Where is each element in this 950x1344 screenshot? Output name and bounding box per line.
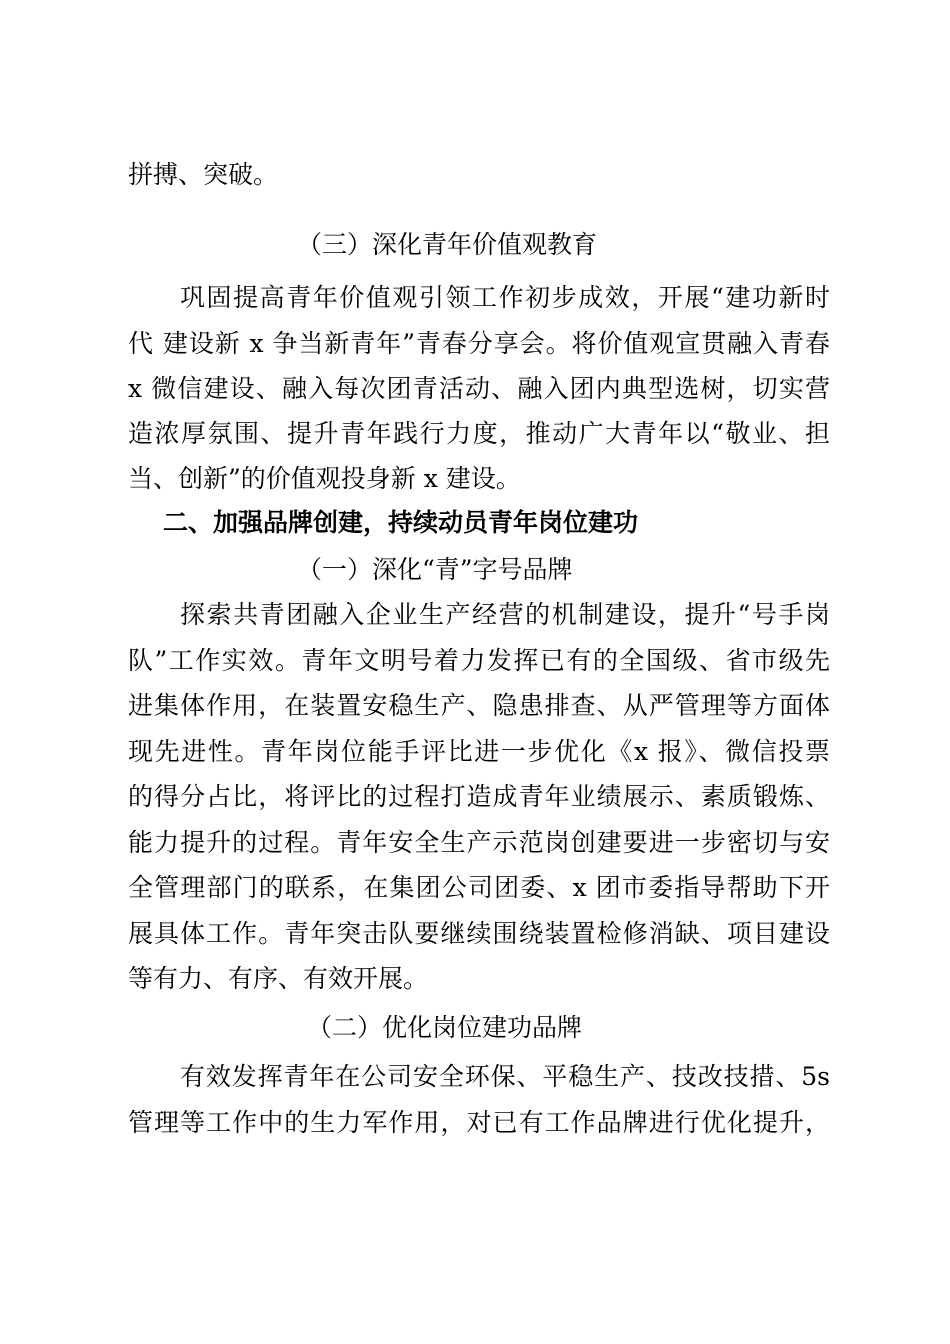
paragraph-line: 拼搏、突破。 — [128, 160, 279, 189]
paragraph-line: 展具体工作。青年突击队要继续围绕装置检修消缺、项目建设 — [128, 919, 830, 948]
subheading-3: （三）深化青年价值观教育 — [297, 230, 598, 259]
paragraph-line: 造浓厚氛围、提升青年践行力度，推动广大青年以“敬业、担 — [128, 419, 830, 448]
paragraph-line: 队”工作实效。青年文明号着力发挥已有的全国级、省市级先 — [128, 646, 830, 675]
paragraph-line: 能力提升的过程。青年安全生产示范岗创建要进一步密切与安 — [128, 828, 830, 857]
paragraph-line: 现先进性。青年岗位能手评比进一步优化《x 报》、微信投票 — [128, 737, 830, 766]
subheading-2: （二）优化岗位建功品牌 — [307, 1013, 583, 1042]
paragraph-line: 的得分占比，将评比的过程打造成青年业绩展示、素质锻炼、 — [128, 782, 830, 811]
paragraph-line: 代 建设新 x 争当新青年”青春分享会。将价值观宣贯融入青春 — [128, 329, 830, 358]
paragraph-line: 管理等工作中的生力军作用，对已有工作品牌进行优化提升， — [128, 1108, 830, 1137]
paragraph-line: 探索共青团融入企业生产经营的机制建设，提升“号手岗 — [180, 600, 830, 629]
paragraph-line: x 微信建设、融入每次团青活动、融入团内典型选树，切实营 — [128, 374, 830, 403]
paragraph-line: 当、创新”的价值观投身新 x 建设。 — [128, 464, 521, 493]
paragraph-line: 等有力、有序、有效开展。 — [128, 964, 429, 993]
paragraph-line: 巩固提高青年价值观引领工作初步成效，开展“建功新时 — [180, 283, 830, 312]
subheading-1: （一）深化“青”字号品牌 — [297, 555, 573, 584]
paragraph-line: 进集体作用，在装置安稳生产、隐患排查、从严管理等方面体 — [128, 691, 830, 720]
paragraph-line: 有效发挥青年在公司安全环保、平稳生产、技改技措、5s — [180, 1062, 830, 1091]
paragraph-line: 全管理部门的联系，在集团公司团委、x 团市委指导帮助下开 — [128, 873, 830, 902]
section-heading-2: 二、加强品牌创建，持续动员青年岗位建功 — [163, 508, 639, 537]
